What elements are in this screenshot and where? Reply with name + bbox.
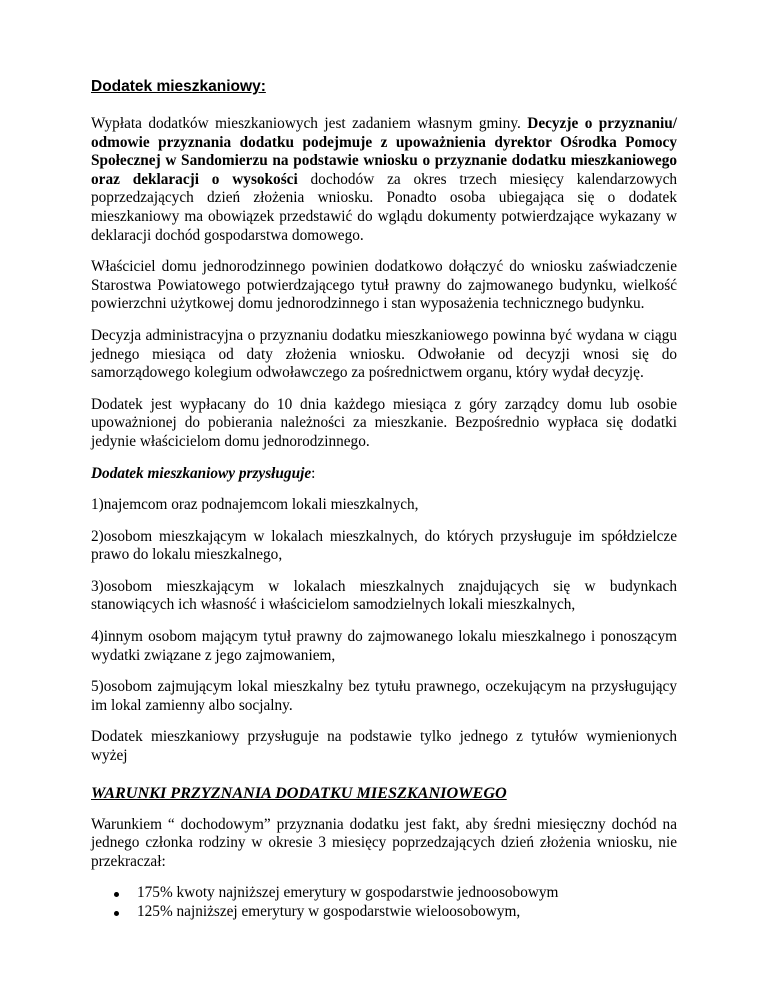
list-item-1: 1)najemcom oraz podnajemcom lokali mieszkalnych,: [91, 496, 419, 514]
bullet-item-multi: [137, 903, 677, 922]
bullet-text: 175% kwoty najniższej emerytury w gospodarstwie jednoosobowym: [137, 884, 559, 902]
paragraph-owner: Właściciel domu jednorodzinnego powinien dodatkowo dołączyć do wniosku zaświadczenie Starostwa Powiatowego potwierdzającego tytuł prawny do zajmowanego budynku, wielkość powierzchni użytkowej domu jednorodzinnego i stan wyposażenia technicznego budynku.: [91, 258, 677, 313]
bullet-text: 125% najniższej emerytury w gospodarstwie wieloosobowym,: [137, 903, 521, 920]
eligibility-label-colon: :: [311, 464, 316, 482]
paragraph-intro: [91, 115, 677, 245]
income-threshold-list: [91, 884, 677, 921]
bullet-item-single: [137, 884, 677, 903]
conditions-heading: WARUNKI PRZYZNANIA DODATKU MIESZKANIOWEGO: [91, 783, 507, 802]
eligibility-label-text: Dodatek mieszkaniowy przysługuje: [91, 464, 312, 482]
section-heading: Dodatek mieszkaniowy:: [91, 78, 266, 95]
paragraph-decision: Decyzja administracyjna o przyznaniu dodatku mieszkaniowego powinna być wydana w ciągu jednego miesiąca od daty złożenia wniosku. Odwołanie od decyzji wnosi się do samorządowego kolegium odwoławczego za pośrednictwem organu, który wydał decyzję.: [91, 326, 677, 382]
list-item-4: 4)innym osobom mającym tytuł prawny do zajmowanego lokalu mieszkalnego i ponoszącym wydatki związane z jego zajmowaniem,: [91, 628, 677, 664]
eligibility-label: [91, 465, 677, 484]
list-item-3: 3)osobom mieszkającym w lokalach mieszkalnych znajdujących się w budynkach stanowiących ich własność i właścicielom samodzielnych lokali mieszkalnych,: [91, 577, 677, 614]
paragraph-single-title: Dodatek mieszkaniowy przysługuje na podstawie tylko jednego z tytułów wymienionych wyżej: [91, 728, 677, 765]
bullet-icon: [114, 911, 119, 916]
bullet-icon: [114, 892, 119, 897]
list-item-5: 5)osobom zajmującym lokal mieszkalny bez tytułu prawnego, oczekującym na przysługujący im lokal zamienny albo socjalny.: [91, 678, 677, 714]
intro-text-bold: Decyzje o przyznaniu/ odmowie przyznania dodatku podejmuje z upoważnienia dyrektor Ośrodka Pomocy Społecznej w Sandomierzu na podstawie wniosku o przyznanie dodatku mieszkaniowego oraz deklaracji o wysokości: [91, 115, 677, 188]
intro-text-a: Wypłata dodatków mieszkaniowych jest zadaniem własnym gminy.: [91, 115, 528, 132]
list-item-2: 2)osobom mieszkającym w lokalach mieszkalnych, do których przysługuje im spółdzielcze prawo do lokalu mieszkalnego,: [91, 527, 677, 564]
document-page: [91, 78, 677, 922]
paragraph-income-condition: Warunkiem “ dochodowym” przyznania dodatku jest fakt, aby średni miesięczny dochód na jednego członka rodziny w okresie 3 miesięcy poprzedzających dzień złożenia wniosku, nie przekraczał:: [91, 815, 677, 870]
intro-text-c: dochodów za okres trzech miesięcy kalendarzowych poprzedzających dzień złożenia wniosku. Ponadto osoba ubiegająca się o dodatek mieszkaniowy ma obowiązek przedstawić do wglądu dokumenty potwierdzające wykazany w deklaracji dochód gospodarstwa domowego.: [91, 170, 678, 244]
paragraph-payment: Dodatek jest wypłacany do 10 dnia każdego miesiąca z góry zarządcy domu lub osobie upoważnionej do pobierania należności za mieszkanie. Bezpośrednio wypłaca się dodatki jedynie właścicielom domu jednorodzinnego.: [91, 395, 677, 450]
